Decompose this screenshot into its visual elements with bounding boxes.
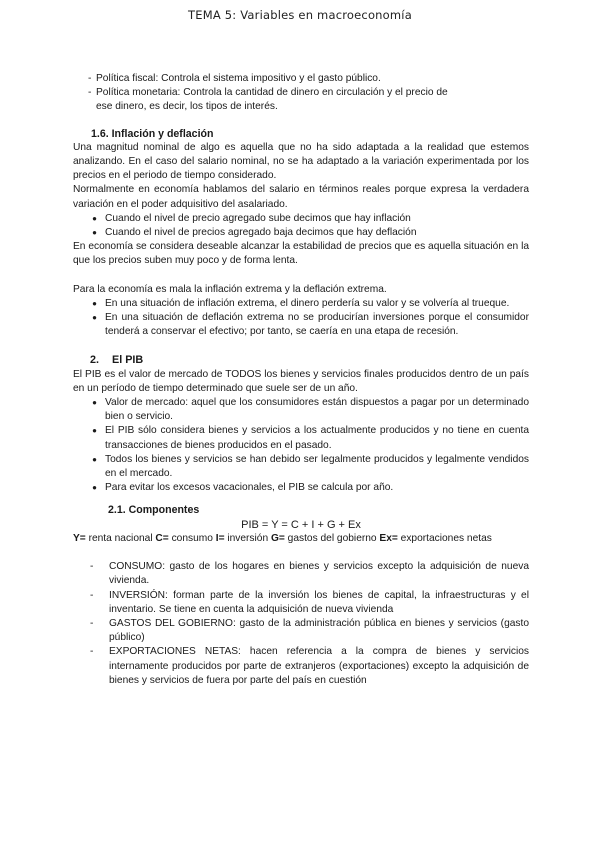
bullet-text: Cuando el nivel de precio agregado sube decimos que hay inflación bbox=[105, 212, 411, 224]
list-item bbox=[73, 297, 529, 311]
def-symbol: C= bbox=[155, 532, 169, 544]
bullet-text: En una situación de deflación extrema no se producirían inversiones porque el consumidor tenderá a conservar el efectivo; por tanto, se caería en una etapa de recesión. bbox=[105, 312, 529, 338]
list-item bbox=[73, 453, 529, 481]
paragraph: Normalmente en economía hablamos del salario en términos reales porque expresa la verdadera variación en el poder adquisitivo del asalariado. bbox=[73, 184, 529, 210]
document-body bbox=[73, 72, 529, 688]
def-text: exportaciones netas bbox=[397, 532, 492, 544]
bullet-text: Todos los bienes y servicios se han debido ser legalmente producidos y legalmente vendidos en el mercado. bbox=[105, 453, 529, 480]
policy-monetary-text: Política monetaria: Controla la cantidad de dinero en circulación y el precio de ese dinero, es decir, los tipos de interés. bbox=[96, 87, 448, 113]
def-text: gastos del gobierno bbox=[284, 532, 380, 544]
bullet-text: Valor de mercado: aquel que los consumidores están dispuestos a pagar por un determinado bien o servicio. bbox=[105, 397, 529, 423]
list-item bbox=[73, 481, 529, 495]
dash-marker: - bbox=[90, 646, 94, 658]
dash-marker: - bbox=[88, 87, 92, 99]
bullet-marker: ● bbox=[92, 213, 97, 223]
def-text: inversión bbox=[224, 532, 271, 544]
bullet-text: Cuando el nivel de precios agregado baja decimos que hay deflación bbox=[105, 227, 417, 239]
bullet-marker: ● bbox=[92, 483, 97, 493]
formula-definitions bbox=[73, 532, 529, 546]
component-inversion-text: INVERSIÓN: forman parte de la inversión los bienes de capital, la infraestructuras y el inventario. Se tiene en cuenta la adquisición de nueva vivienda bbox=[109, 589, 529, 615]
bullet-marker: ● bbox=[92, 426, 97, 436]
extreme-bullets bbox=[73, 297, 529, 340]
def-text: renta nacional bbox=[85, 532, 156, 544]
def-symbol: Ex= bbox=[379, 532, 398, 544]
paragraph: Para la economía es mala la inflación extrema y la deflación extrema. bbox=[73, 283, 387, 295]
list-item bbox=[73, 226, 529, 240]
component-gobierno-text: GASTOS DEL GOBIERNO: gasto de la administración pública en bienes y servicios (gasto público) bbox=[109, 617, 529, 644]
list-item bbox=[73, 311, 529, 339]
inflation-bullets bbox=[73, 212, 529, 240]
list-item bbox=[88, 72, 529, 86]
list-item bbox=[73, 645, 529, 688]
page-header: TEMA 5: Variables en macroeconomía bbox=[188, 8, 412, 22]
section-2-title bbox=[90, 353, 529, 367]
list-item bbox=[73, 560, 529, 588]
policy-fiscal-text: Política fiscal: Controla el sistema impositivo y el gasto público. bbox=[96, 73, 381, 84]
component-consumo-text: CONSUMO: gasto de los hogares en bienes y servicios excepto la adquisición de nueva vivienda. bbox=[109, 561, 529, 587]
bullet-marker: ● bbox=[92, 228, 97, 238]
dash-marker: - bbox=[90, 617, 94, 629]
def-symbol: G= bbox=[270, 532, 285, 544]
paragraph: Una magnitud nominal de algo es aquella que no ha sido adaptada a la realidad que estemos analizando. En el caso del salario nominal, no se ha adaptado a la variación experimentada por los precios en el periodo de tiempo considerado. bbox=[73, 141, 529, 182]
dash-marker: - bbox=[88, 73, 92, 84]
bullet-marker: ● bbox=[92, 454, 97, 464]
components-list bbox=[73, 560, 529, 688]
dash-marker: - bbox=[90, 589, 94, 601]
list-item bbox=[88, 86, 529, 114]
bullet-text: En una situación de inflación extrema, el dinero perdería su valor y se volvería al trueque. bbox=[105, 297, 510, 309]
bullet-text: El PIB sólo considera bienes y servicios a los actualmente producidos y no tiene en cuenta transacciones de bienes producidos en el pasado. bbox=[105, 425, 529, 451]
def-text: consumo bbox=[168, 532, 216, 544]
policy-list bbox=[88, 72, 529, 115]
bullet-marker: ● bbox=[92, 298, 97, 308]
list-item bbox=[73, 396, 529, 424]
section-2-1-title: 2.1. Componentes bbox=[108, 504, 200, 517]
section-number: 2. bbox=[90, 354, 100, 367]
list-item bbox=[73, 589, 529, 617]
list-item bbox=[73, 424, 529, 452]
bullet-marker: ● bbox=[92, 398, 97, 408]
paragraph: El PIB es el valor de mercado de TODOS los bienes y servicios finales producidos dentro de un país en un período de tiempo determinado que suele ser de un año. bbox=[73, 368, 529, 394]
list-item bbox=[73, 617, 529, 645]
component-exportaciones-text: EXPORTACIONES NETAS: hacen referencia a la compra de bienes y servicios internamente producidos por parte de extranjeros (exportaciones) excepto la adquisición de bienes y servicios de fuera por parte del país en cuestión bbox=[109, 646, 529, 686]
pib-formula: PIB = Y = C + I + G + Ex bbox=[241, 518, 361, 531]
bullet-text: Para evitar los excesos vacacionales, el PIB se calcula por año. bbox=[105, 482, 394, 494]
pib-bullets bbox=[73, 396, 529, 495]
bullet-marker: ● bbox=[92, 313, 97, 323]
section-1-6-title: 1.6. Inflación y deflación bbox=[91, 127, 214, 140]
dash-marker: - bbox=[90, 561, 94, 573]
section-title-text: El PIB bbox=[112, 354, 144, 367]
list-item bbox=[73, 212, 529, 226]
def-symbol: Y= bbox=[73, 532, 86, 544]
def-symbol: I= bbox=[215, 532, 225, 544]
paragraph: En economía se considera deseable alcanzar la estabilidad de precios que es aquella situación en la que los precios suben muy poco y de forma lenta. bbox=[73, 241, 529, 267]
